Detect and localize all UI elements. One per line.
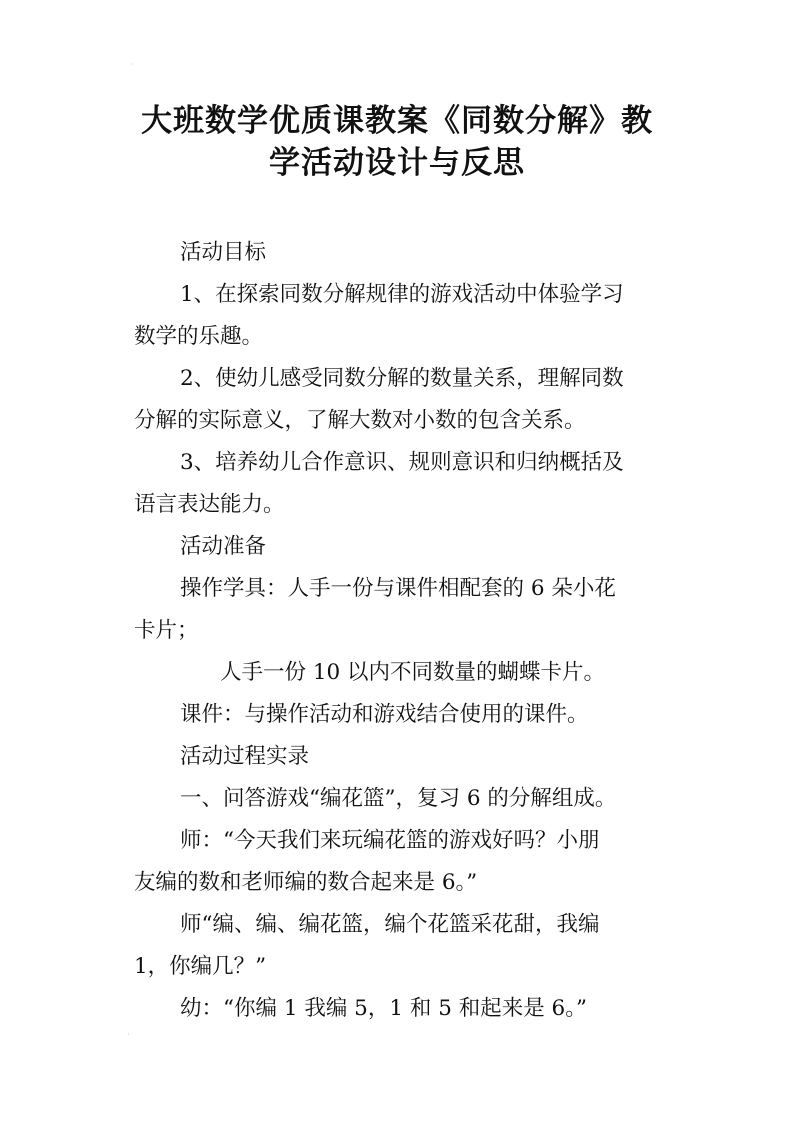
corner-mark-top: · [131, 60, 134, 69]
paragraph-line: 幼：“你编 1 我编 5，1 和 5 和起来是 6。” [180, 996, 587, 1021]
paragraph-line: 人手一份 10 以内不同数量的蝴蝶卡片。 [220, 660, 606, 685]
paragraph-line: 3、培养幼儿合作意识、规则意识和归纳概括及 [180, 450, 624, 475]
section-heading: 活动目标 [180, 240, 267, 265]
paragraph-line: 分解的实际意义，了解大数对小数的包含关系。 [134, 408, 586, 433]
paragraph-line: 2、使幼儿感受同数分解的数量关系，理解同数 [180, 366, 624, 391]
paragraph-line: 1、在探索同数分解规律的游戏活动中体验学习 [180, 282, 624, 307]
paragraph-line: 语言表达能力。 [134, 492, 285, 517]
document-body [134, 232, 664, 1030]
paragraph-line: 师“编、编、编花篮，编个花篮采花甜，我编 [180, 912, 600, 937]
paragraph-line: 数学的乐趣。 [134, 324, 264, 349]
paragraph-line: 一、问答游戏“编花篮”，复习 6 的分解组成。 [180, 786, 617, 811]
paragraph-line: 操作学具：人手一份与课件相配套的 6 朵小花 [180, 576, 616, 601]
paragraph-line: 友编的数和老师编的数合起来是 6。” [134, 870, 478, 895]
paragraph-line: 师：“今天我们来玩编花篮的游戏好吗？小朋 [180, 828, 600, 853]
paragraph-line: 1，你编几？” [134, 954, 267, 979]
section-heading: 活动过程实录 [180, 744, 310, 769]
paragraph-line: 课件：与操作活动和游戏结合使用的课件。 [180, 702, 589, 727]
section-heading: 活动准备 [180, 534, 267, 559]
document-title-line-1: 大班数学优质课教案《同数分解》教 [141, 103, 653, 139]
document-title-line-2: 学活动设计与反思 [269, 145, 525, 181]
corner-mark-bottom: · [127, 1030, 130, 1039]
paragraph-line: 卡片； [134, 618, 199, 643]
